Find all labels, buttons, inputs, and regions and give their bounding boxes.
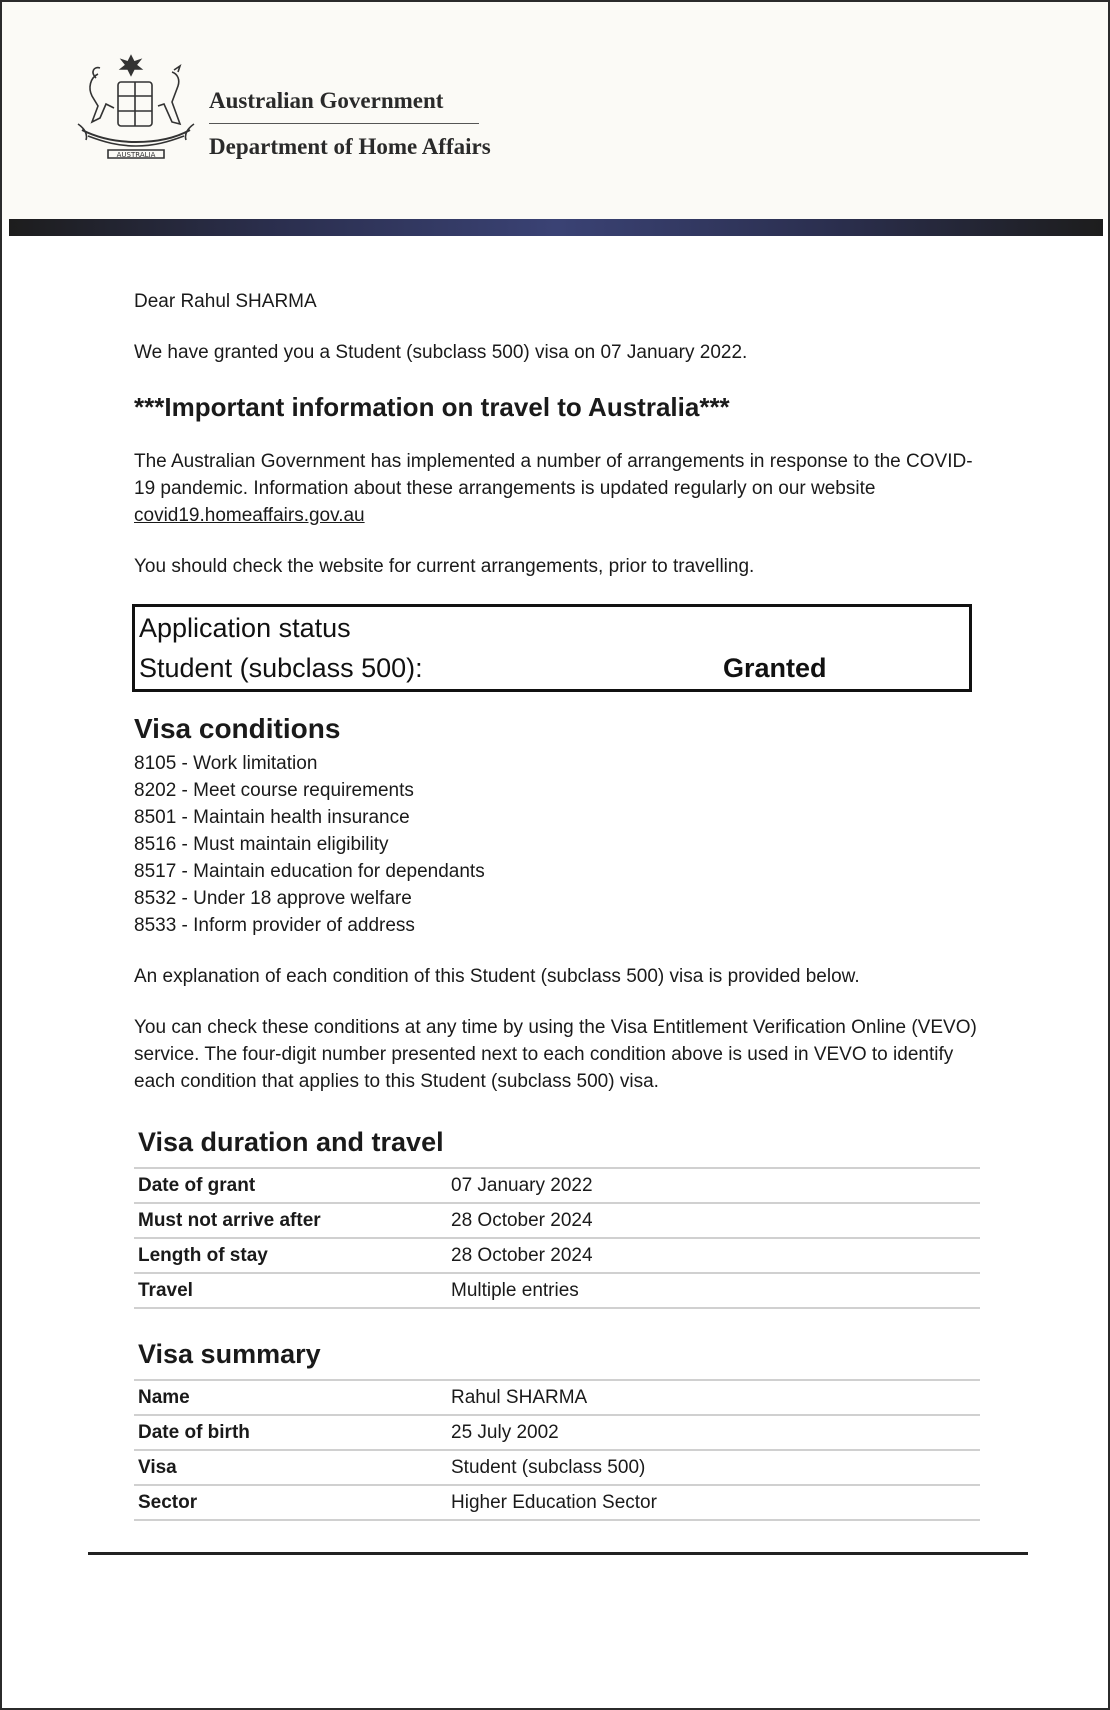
row-label: Must not arrive after (134, 1203, 447, 1238)
row-value: 28 October 2024 (447, 1238, 980, 1273)
letterhead-divider (209, 123, 479, 124)
government-name: Australian Government (209, 88, 444, 113)
table-row (134, 1450, 980, 1485)
svg-text:AUSTRALIA: AUSTRALIA (116, 151, 156, 159)
row-value: Rahul SHARMA (447, 1380, 980, 1415)
footer-divider (88, 1552, 1028, 1555)
row-label: Visa (134, 1450, 447, 1485)
row-value: Student (subclass 500) (447, 1450, 980, 1485)
condition-item: 8516 - Must maintain eligibility (134, 834, 389, 855)
visa-summary-table (134, 1379, 980, 1521)
check-website-note: You should check the website for current arrangements, prior to travelling. (134, 556, 755, 577)
table-row (134, 1380, 980, 1415)
condition-item: 8501 - Maintain health insurance (134, 807, 410, 828)
table-row (134, 1485, 980, 1520)
row-label: Travel (134, 1273, 447, 1308)
row-value: 07 January 2022 (447, 1168, 980, 1203)
table-row (134, 1168, 980, 1203)
row-value: Multiple entries (447, 1273, 980, 1308)
covid-text: The Australian Government has implemented a number of arrangements in response to the COVID-19 pandemic. Information about these arrangements is updated regularly on our website (134, 451, 973, 499)
letterhead (2, 2, 1108, 220)
table-row (134, 1203, 980, 1238)
application-status-value: Granted (723, 653, 827, 683)
visa-conditions-heading: Visa conditions (134, 713, 341, 744)
row-label: Date of grant (134, 1168, 447, 1203)
condition-item: 8533 - Inform provider of address (134, 915, 415, 936)
header-stripe (9, 219, 1103, 236)
visa-duration-heading: Visa duration and travel (138, 1127, 444, 1157)
covid-paragraph (134, 448, 984, 529)
table-row (134, 1415, 980, 1450)
vevo-note: You can check these conditions at any time by using the Visa Entitlement Verification Online (VEVO) service. The four-digit number presented next to each condition above is used in VEVO to identify each condition that applies to this Student (subclass 500) visa. (134, 1017, 977, 1092)
salutation: Dear Rahul SHARMA (134, 291, 317, 312)
row-value: 28 October 2024 (447, 1203, 980, 1238)
application-status-label: Student (subclass 500): (139, 653, 423, 683)
letter-body (134, 288, 984, 1549)
row-value: 25 July 2002 (447, 1415, 980, 1450)
table-row (134, 1238, 980, 1273)
table-row (134, 1273, 980, 1308)
condition-item: 8532 - Under 18 approve welfare (134, 888, 412, 909)
covid-website-link[interactable]: covid19.homeaffairs.gov.au (134, 505, 365, 526)
grant-statement: We have granted you a Student (subclass 500) visa on 07 January 2022. (134, 342, 748, 363)
condition-item: 8105 - Work limitation (134, 753, 318, 774)
row-label: Sector (134, 1485, 447, 1520)
visa-conditions-list (134, 750, 984, 939)
row-label: Length of stay (134, 1238, 447, 1273)
row-label: Date of birth (134, 1415, 447, 1450)
important-heading: ***Important information on travel to Australia*** (134, 392, 730, 422)
row-label: Name (134, 1380, 447, 1415)
department-name: Department of Home Affairs (209, 134, 491, 159)
application-status-title: Application status (139, 613, 351, 643)
condition-item: 8517 - Maintain education for dependants (134, 861, 485, 882)
visa-duration-table (134, 1167, 980, 1309)
conditions-explanation: An explanation of each condition of this Student (subclass 500) visa is provided below. (134, 966, 860, 987)
coat-of-arms-icon (68, 54, 204, 166)
row-value: Higher Education Sector (447, 1485, 980, 1520)
condition-item: 8202 - Meet course requirements (134, 780, 414, 801)
visa-summary-heading: Visa summary (138, 1339, 321, 1369)
application-status-box (132, 604, 972, 692)
